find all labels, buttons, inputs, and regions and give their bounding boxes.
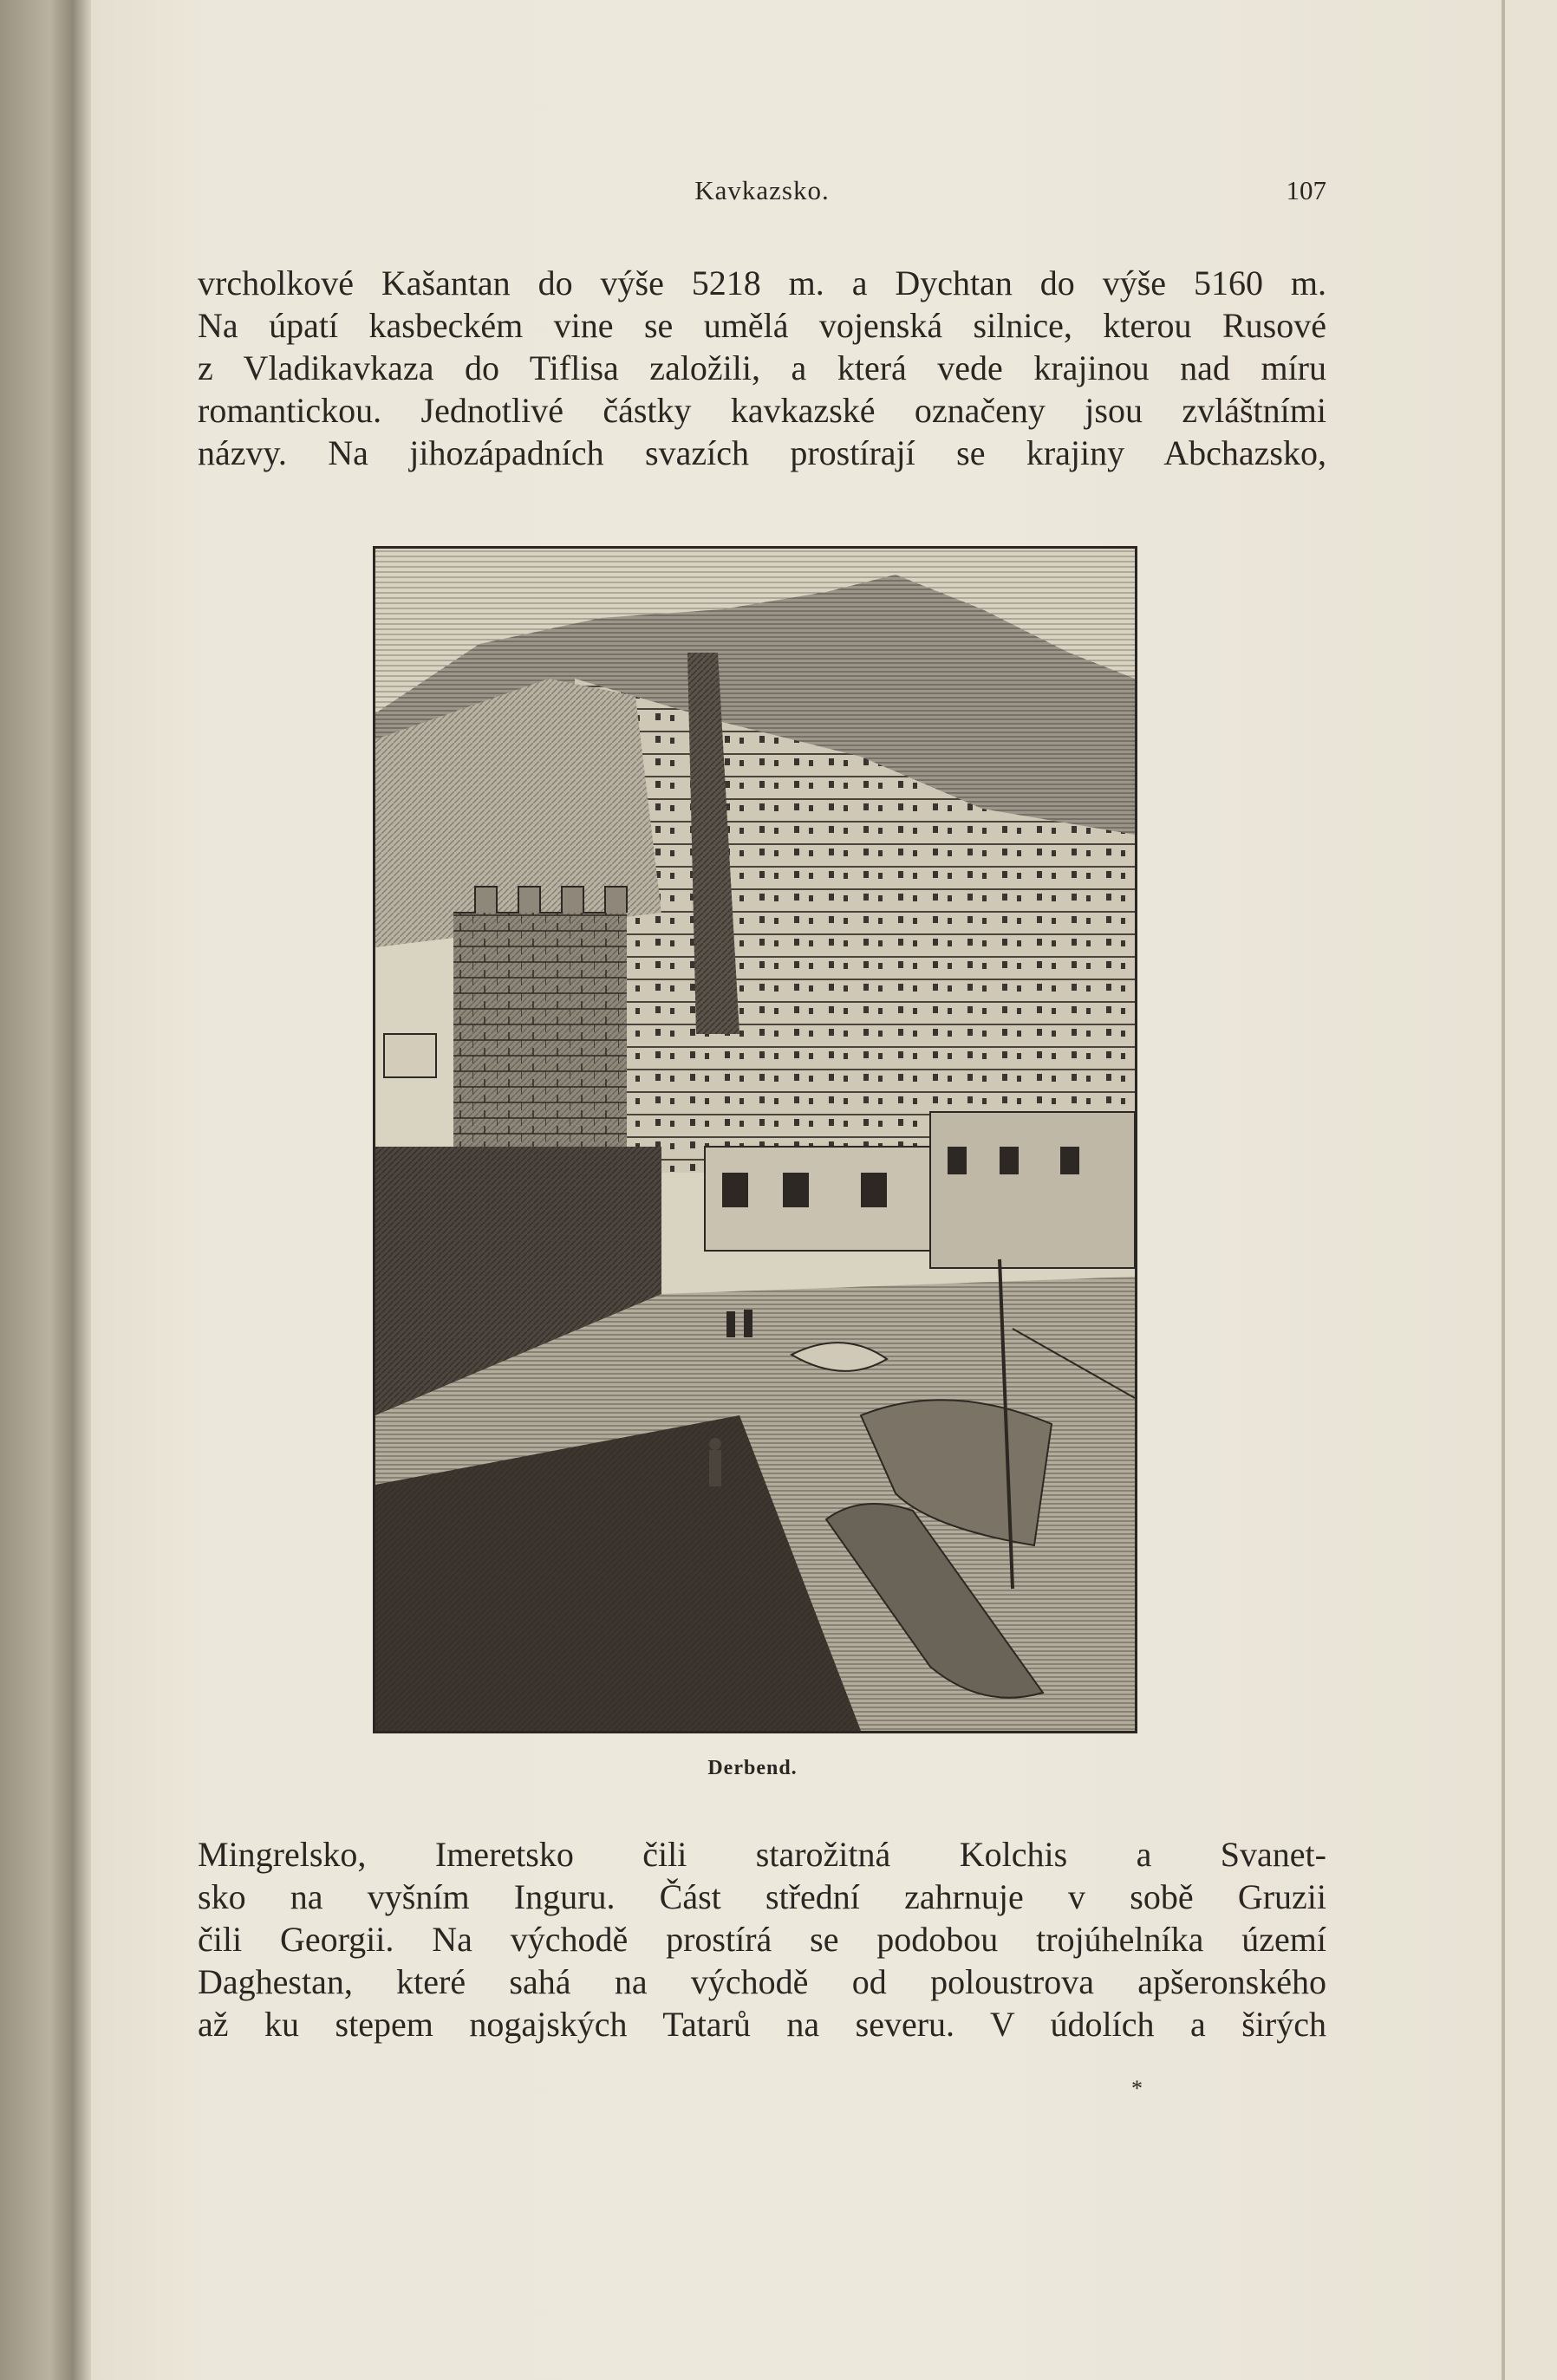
page-number: 107: [1286, 175, 1326, 205]
page-header: [198, 175, 1326, 210]
running-head: Kavkazsko.: [694, 175, 830, 205]
derbend-engraving: [373, 546, 1137, 1733]
text-line: Na úpatí kasbeckém vine se umělá vojenská silnice, kterou Rusové: [198, 306, 1326, 345]
text-line: až ku stepem nogajských Tatarů na severu. V údolích a širých: [198, 2005, 1326, 2044]
text-line: sko na vyšním Inguru. Část střední zahrnuje v sobě Gruzii: [198, 1877, 1326, 1916]
illustration-caption: Derbend.: [707, 1757, 798, 1779]
text-line: vrcholkové Kašantan do výše 5218 m. a Dychtan do výše 5160 m.: [198, 263, 1326, 302]
text-line: názvy. Na jihozápadních svazích prostírají se krajiny Abchazsko,: [198, 433, 1326, 472]
paragraph-top: [198, 262, 1326, 474]
text-line: Daghestan, které sahá na východě od poloustrova apšeronského: [198, 1962, 1326, 2001]
paragraph-bottom: [198, 1833, 1326, 2045]
text-line: z Vladikavkaza do Tiflisa založili, a která vede krajinou nad míru: [198, 348, 1326, 387]
text-line: Mingrelsko, Imeretsko čili starožitná Kolchis a Svanet-: [198, 1835, 1326, 1874]
text-line: čili Georgii. Na východě prostírá se podobou trojúhelníka území: [198, 1920, 1326, 1959]
signature-mark: *: [1131, 2076, 1143, 2101]
text-line: romantickou. Jednotlivé částky kavkazské označeny jsou zvláštními: [198, 391, 1326, 430]
page-edge: [1502, 0, 1505, 2380]
engraving-drawing: [375, 549, 1135, 1731]
book-spine-gutter: [0, 0, 91, 2380]
